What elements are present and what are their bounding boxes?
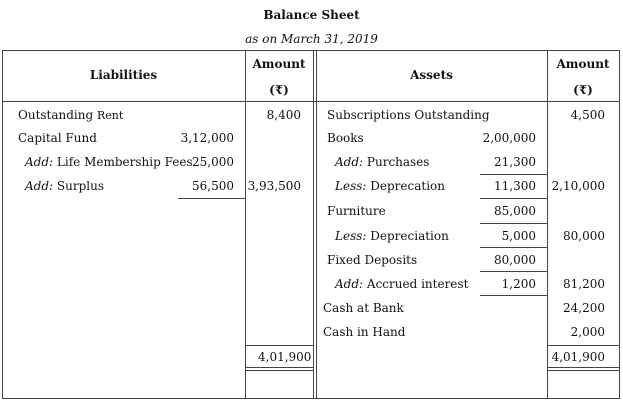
asset-sub-amount: 2,00,000 bbox=[482, 131, 536, 145]
liability-sub-amount: 25,000 bbox=[192, 155, 234, 169]
asset-label: Less: Depreciation bbox=[335, 229, 449, 243]
header-rule bbox=[2, 101, 620, 102]
total-left: 4,01,900 bbox=[258, 350, 312, 364]
asset-amount: 4,500 bbox=[570, 108, 605, 122]
liability-sub-amount: 3,12,000 bbox=[180, 131, 234, 145]
header-rupee-left: (₹) bbox=[269, 83, 289, 97]
table-bottom-border bbox=[2, 398, 620, 399]
header-liabilities: Liabilities bbox=[89, 68, 158, 82]
liability-subtotal-rule bbox=[178, 198, 245, 199]
liability-label: Capital Fund bbox=[18, 131, 97, 145]
total-rule-right-top bbox=[547, 345, 619, 346]
header-amount-left: Amount bbox=[252, 57, 306, 71]
total-rule-left-bottom bbox=[245, 367, 313, 368]
asset-sub-rule bbox=[480, 223, 547, 224]
asset-sub-rule bbox=[480, 271, 547, 272]
asset-sub-amount: 11,300 bbox=[494, 179, 536, 193]
asset-sub-rule bbox=[480, 247, 547, 248]
liability-sub-amount: 56,500 bbox=[192, 179, 234, 193]
asset-label: Add: Accrued interest bbox=[335, 277, 469, 291]
asset-label: Furniture bbox=[327, 204, 386, 218]
table-right-border bbox=[619, 50, 620, 399]
asset-amount: 80,000 bbox=[563, 229, 605, 243]
header-amount-right: Amount bbox=[556, 57, 610, 71]
total-rule-left-top bbox=[245, 345, 313, 346]
total-right: 4,01,900 bbox=[551, 350, 605, 364]
asset-label: Books bbox=[327, 131, 364, 145]
asset-sub-rule bbox=[480, 295, 547, 296]
asset-sub-amount: 5,000 bbox=[501, 229, 536, 243]
total-rule-right-double bbox=[547, 370, 619, 371]
asset-sub-amount: 80,000 bbox=[494, 253, 536, 267]
divider-assets-start bbox=[313, 50, 314, 399]
divider-double bbox=[316, 50, 317, 399]
page-subtitle: as on March 31, 2019 bbox=[245, 32, 378, 46]
header-assets: Assets bbox=[410, 68, 453, 82]
table-top-border bbox=[2, 50, 620, 51]
asset-sub-amount: 85,000 bbox=[494, 204, 536, 218]
header-rupee-right: (₹) bbox=[573, 83, 593, 97]
page-title: Balance Sheet bbox=[263, 8, 360, 22]
divider-amount-left-start bbox=[245, 50, 246, 399]
asset-sub-rule bbox=[480, 198, 547, 199]
asset-label: Subscriptions Outstanding bbox=[327, 108, 490, 122]
liability-label: Outstanding Rent bbox=[18, 108, 124, 122]
asset-amount: 2,000 bbox=[570, 325, 605, 339]
liability-amount: 8,400 bbox=[266, 108, 301, 122]
asset-label: Less: Deprecation bbox=[335, 179, 445, 193]
asset-sub-amount: 21,300 bbox=[494, 155, 536, 169]
total-rule-left-double bbox=[245, 370, 313, 371]
liability-label: Add: Surplus bbox=[25, 179, 104, 193]
asset-amount: 81,200 bbox=[563, 277, 605, 291]
asset-sub-rule bbox=[480, 174, 547, 175]
asset-label: Cash at Bank bbox=[323, 301, 404, 315]
total-rule-right-bottom bbox=[547, 367, 619, 368]
asset-label: Add: Purchases bbox=[335, 155, 430, 169]
liability-label: Add: Life Membership Fees bbox=[25, 155, 193, 169]
table-left-border bbox=[2, 50, 3, 399]
asset-label: Fixed Deposits bbox=[327, 253, 418, 267]
asset-sub-amount: 1,200 bbox=[501, 277, 536, 291]
asset-amount: 24,200 bbox=[563, 301, 605, 315]
divider-amount-right-start bbox=[547, 50, 548, 399]
liability-amount: 3,93,500 bbox=[247, 179, 301, 193]
asset-amount: 2,10,000 bbox=[551, 179, 605, 193]
asset-label: Cash in Hand bbox=[323, 325, 406, 339]
